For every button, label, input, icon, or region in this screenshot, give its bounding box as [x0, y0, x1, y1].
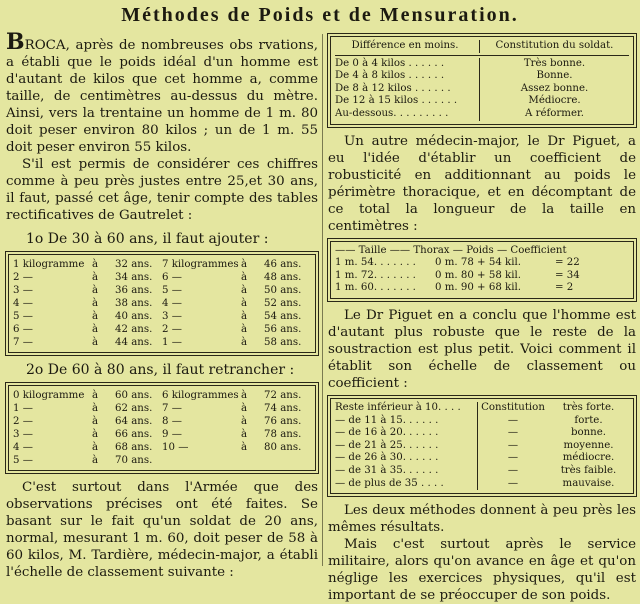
table-tardiere-header: Différence en moins. Constitution du soldat.: [335, 40, 629, 56]
table-row: [13, 415, 162, 428]
table-row: [335, 58, 629, 71]
table-row: [13, 441, 162, 454]
table-row: [162, 284, 311, 297]
table-row: [13, 336, 162, 349]
row-sep: à: [240, 259, 248, 270]
table-coefficient-body: [335, 415, 629, 491]
table-row: [335, 257, 629, 270]
table-row: [13, 284, 162, 297]
row-constitution: médiocre.: [562, 452, 615, 464]
row-amount: 7 —: [13, 337, 33, 348]
row-sep: à: [240, 337, 248, 348]
table-piguet-body: [335, 257, 629, 295]
row-thorax-poids: 0 m. 90 + 68 kil.: [435, 282, 521, 294]
row-age: 46 ans.: [264, 259, 302, 270]
row-amount: 8 —: [162, 416, 182, 427]
row-age: 42 ans.: [115, 324, 153, 335]
row-amount: 3 —: [13, 285, 33, 296]
table-subtract-left: [13, 389, 162, 467]
row-difference: De 4 à 8 kilos . . . . . .: [335, 70, 480, 83]
table-row: [162, 402, 311, 415]
row-constitution: Bonne.: [536, 70, 573, 82]
row-age: 32 ans.: [115, 259, 153, 270]
table-row: [162, 271, 311, 284]
row-sep: à: [240, 390, 248, 401]
heading-add: 1o De 30 à 60 ans, il faut ajouter :: [26, 231, 269, 247]
row-difference: De 8 à 12 kilos . . . . . .: [335, 83, 480, 96]
row-sep: à: [91, 285, 99, 296]
paragraph-broca: BROCA, après de nombreuses obs rvations, a établi que le poids idéal d'un homme est d'autant de kilos que cet homme a, comme taille, de centimètres au-dessus du mètre. Ainsi, vers la trentaine un homme de 1 m. 80 doit peser environ 80 kilos ; un de 1 m. 55 doit peser environ 55 kilos.: [6, 29, 318, 155]
row-dash: —: [507, 414, 519, 426]
row-sep: à: [240, 311, 248, 322]
row-taille: 1 m. 72. . . . . . .: [335, 269, 416, 281]
row-amount: 1 —: [162, 337, 182, 348]
table-row: [335, 83, 629, 96]
table-row: [162, 323, 311, 336]
table-row: [13, 454, 162, 467]
row-sep: à: [91, 272, 99, 283]
row-reste: — de 16 à 20. . . . . .: [335, 427, 478, 440]
row-age: 74 ans.: [264, 403, 302, 414]
paragraph-armee: C'est surtout dans l'Armée que des observations précises ont été faites. Se basant sur le fait qu'un soldat de 20 ans, normal, mesurant 1 m. 60, doit peser de 58 à 60 kilos, M. Tardière, médecin-major, a établi l'échelle de classement suivante :: [6, 480, 318, 580]
table-row: [162, 258, 311, 271]
table-row: [162, 415, 311, 428]
row-sep: à: [91, 337, 99, 348]
row-sep: à: [91, 259, 99, 270]
row-constitution: forte.: [574, 414, 603, 426]
table-row: [162, 310, 311, 323]
table-row: [335, 427, 629, 440]
row-dash: —: [507, 464, 519, 476]
table-row: [335, 270, 629, 283]
row-sep: à: [240, 442, 248, 453]
table-piguet-examples: [330, 241, 634, 299]
row-sep: à: [240, 416, 248, 427]
row-amount: 7 —: [162, 403, 182, 414]
row-amount: 4 —: [13, 442, 33, 453]
row-constitution: A réformer.: [525, 107, 584, 119]
row-coefficient: = 34: [555, 269, 580, 281]
row-sep: à: [240, 403, 248, 414]
row-constitution: moyenne.: [563, 439, 614, 451]
table-subtract: [8, 385, 316, 471]
table-row: [335, 70, 629, 83]
row-age: 68 ans.: [115, 442, 153, 453]
table-coefficient-header: Reste inférieur à 10. . . . Constitution très forte.: [335, 401, 615, 413]
table-row: [335, 465, 629, 478]
row-amount: 5 —: [13, 311, 33, 322]
row-coefficient: = 22: [555, 257, 580, 269]
row-sep: à: [240, 285, 248, 296]
row-constitution: Médiocre.: [528, 95, 581, 107]
paragraph-piguet: Un autre médecin-major, le Dr Piguet, a eu l'idée d'établir un coefficient de robusticité en additionnant au poids le périmètre thoracique, et en décomptant de ce total la longueur de la taille en centimètres :: [328, 133, 636, 234]
row-amount: 7 kilogrammes: [162, 259, 239, 270]
row-dash: —: [507, 427, 519, 439]
table-row: [13, 297, 162, 310]
column-divider: [322, 34, 323, 566]
row-constitution: mauvaise.: [562, 477, 615, 489]
row-sep: à: [91, 442, 99, 453]
row-dash: —: [507, 477, 519, 489]
row-sep: à: [91, 403, 99, 414]
row-age: 36 ans.: [115, 285, 153, 296]
row-dash: —: [507, 439, 519, 451]
row-reste: — de 31 à 35. . . . . .: [335, 465, 478, 478]
row-age: 58 ans.: [264, 337, 302, 348]
row-age: 62 ans.: [115, 403, 153, 414]
row-amount: 2 —: [13, 272, 33, 283]
row-age: 52 ans.: [264, 298, 302, 309]
row-sep: à: [91, 298, 99, 309]
table-coefficient: [330, 398, 634, 494]
paragraph-gautrelet: S'il est permis de considérer ces chiffres comme à peu près justes entre 25,et 30 ans, il faut, passé cet âge, tenir compte des tables rectificatives de Gautrelet :: [6, 157, 318, 223]
row-age: 60 ans.: [115, 390, 153, 401]
table-row: [335, 108, 629, 121]
table-add-left: [13, 258, 162, 349]
row-amount: 10 —: [162, 442, 189, 453]
table-row: [13, 323, 162, 336]
row-amount: 3 —: [13, 429, 33, 440]
table-add-right: [162, 258, 311, 349]
row-age: 50 ans.: [264, 285, 302, 296]
row-sep: à: [240, 298, 248, 309]
paragraph-service: Mais c'est surtout après le service militaire, alors qu'on avance en âge et qu'on néglige les exercices physiques, qu'il est important de se préoccuper de son poids.: [328, 537, 636, 604]
row-sep: à: [91, 311, 99, 322]
row-reste: — de 11 à 15. . . . . .: [335, 415, 478, 428]
row-age: 78 ans.: [264, 429, 302, 440]
row-age: 48 ans.: [264, 272, 302, 283]
row-amount: 9 —: [162, 429, 182, 440]
row-amount: 5 —: [13, 455, 33, 466]
row-difference: Au-dessous. . . . . . . . .: [335, 108, 480, 121]
table-tardiere-body: [335, 58, 629, 121]
row-age: 54 ans.: [264, 311, 302, 322]
table-row: [335, 440, 629, 453]
row-sep: à: [91, 324, 99, 335]
row-age: 56 ans.: [264, 324, 302, 335]
row-sep: à: [91, 390, 99, 401]
table-row: [335, 478, 629, 491]
table-row: [13, 271, 162, 284]
table-piguet-header: —— Taille —— Thorax — Poids — Coefficient: [335, 244, 567, 256]
table-subtract-right: [162, 389, 311, 467]
row-age: 40 ans.: [115, 311, 153, 322]
row-amount: 4 —: [162, 298, 182, 309]
row-amount: 2 —: [162, 324, 182, 335]
row-amount: 0 kilogramme: [13, 390, 85, 401]
row-age: 70 ans.: [115, 455, 153, 466]
row-constitution: Très bonne.: [523, 57, 586, 69]
table-row: [162, 336, 311, 349]
table-row: [13, 389, 162, 402]
row-thorax-poids: 0 m. 80 + 58 kil.: [435, 269, 521, 281]
paragraph-conclusion: Le Dr Piguet en a conclu que l'homme est d'autant plus robuste que le reste de la soustraction est plus petit. Voici comment il établit son échelle de classement ou coefficient :: [328, 307, 636, 391]
row-thorax-poids: 0 m. 78 + 54 kil.: [435, 257, 521, 269]
row-coefficient: = 2: [555, 282, 574, 294]
table-row: [335, 415, 629, 428]
row-sep: à: [240, 429, 248, 440]
right-column: [328, 34, 636, 604]
row-reste: — de plus de 35 . . . .: [335, 478, 478, 491]
row-constitution: très faible.: [560, 464, 617, 476]
row-reste: — de 21 à 25. . . . . .: [335, 440, 478, 453]
row-age: 76 ans.: [264, 416, 302, 427]
drop-cap: B: [6, 29, 25, 55]
row-amount: 1 —: [13, 403, 33, 414]
row-taille: 1 m. 60. . . . . . .: [335, 282, 416, 294]
row-reste: — de 26 à 30. . . . . .: [335, 452, 478, 465]
table-add: [8, 254, 316, 353]
paragraph-methodes: Les deux méthodes donnent à peu près les mêmes résultats.: [328, 503, 636, 536]
table-row: [13, 310, 162, 323]
table-tardiere: [330, 36, 634, 125]
table-row: [335, 452, 629, 465]
table-row: [162, 297, 311, 310]
row-amount: 1 kilogramme: [13, 259, 85, 270]
table-row: [335, 95, 629, 108]
page-title: Méthodes de Poids et de Mensuration.: [121, 4, 519, 26]
row-dash: —: [507, 452, 519, 464]
table-row: [162, 389, 311, 402]
left-column: [6, 29, 318, 581]
row-age: 34 ans.: [115, 272, 153, 283]
table-row: [162, 428, 311, 441]
row-sep: à: [91, 429, 99, 440]
row-difference: De 12 à 15 kilos . . . . . .: [335, 95, 480, 108]
row-amount: 2 —: [13, 416, 33, 427]
row-amount: 6 kilogrammes: [162, 390, 239, 401]
row-age: 80 ans.: [264, 442, 302, 453]
row-constitution: Assez bonne.: [520, 82, 589, 94]
row-difference: De 0 à 4 kilos . . . . . .: [335, 58, 480, 71]
row-amount: 6 —: [13, 324, 33, 335]
row-amount: 5 —: [162, 285, 182, 296]
row-age: 72 ans.: [264, 390, 302, 401]
heading-subtract: 2o De 60 à 80 ans, il faut retrancher :: [26, 362, 295, 378]
row-age: 64 ans.: [115, 416, 153, 427]
row-amount: 6 —: [162, 272, 182, 283]
row-amount: 4 —: [13, 298, 33, 309]
row-age: 44 ans.: [115, 337, 153, 348]
table-row: [13, 428, 162, 441]
row-taille: 1 m. 54. . . . . . .: [335, 257, 416, 269]
row-amount: 3 —: [162, 311, 182, 322]
row-sep: à: [91, 455, 99, 466]
row-age: 66 ans.: [115, 429, 153, 440]
row-sep: à: [240, 324, 248, 335]
table-row: [162, 441, 311, 454]
row-sep: à: [240, 272, 248, 283]
row-constitution: bonne.: [570, 427, 607, 439]
table-row: [13, 258, 162, 271]
table-row: [335, 282, 629, 295]
row-sep: à: [91, 416, 99, 427]
table-row: [13, 402, 162, 415]
row-age: 38 ans.: [115, 298, 153, 309]
